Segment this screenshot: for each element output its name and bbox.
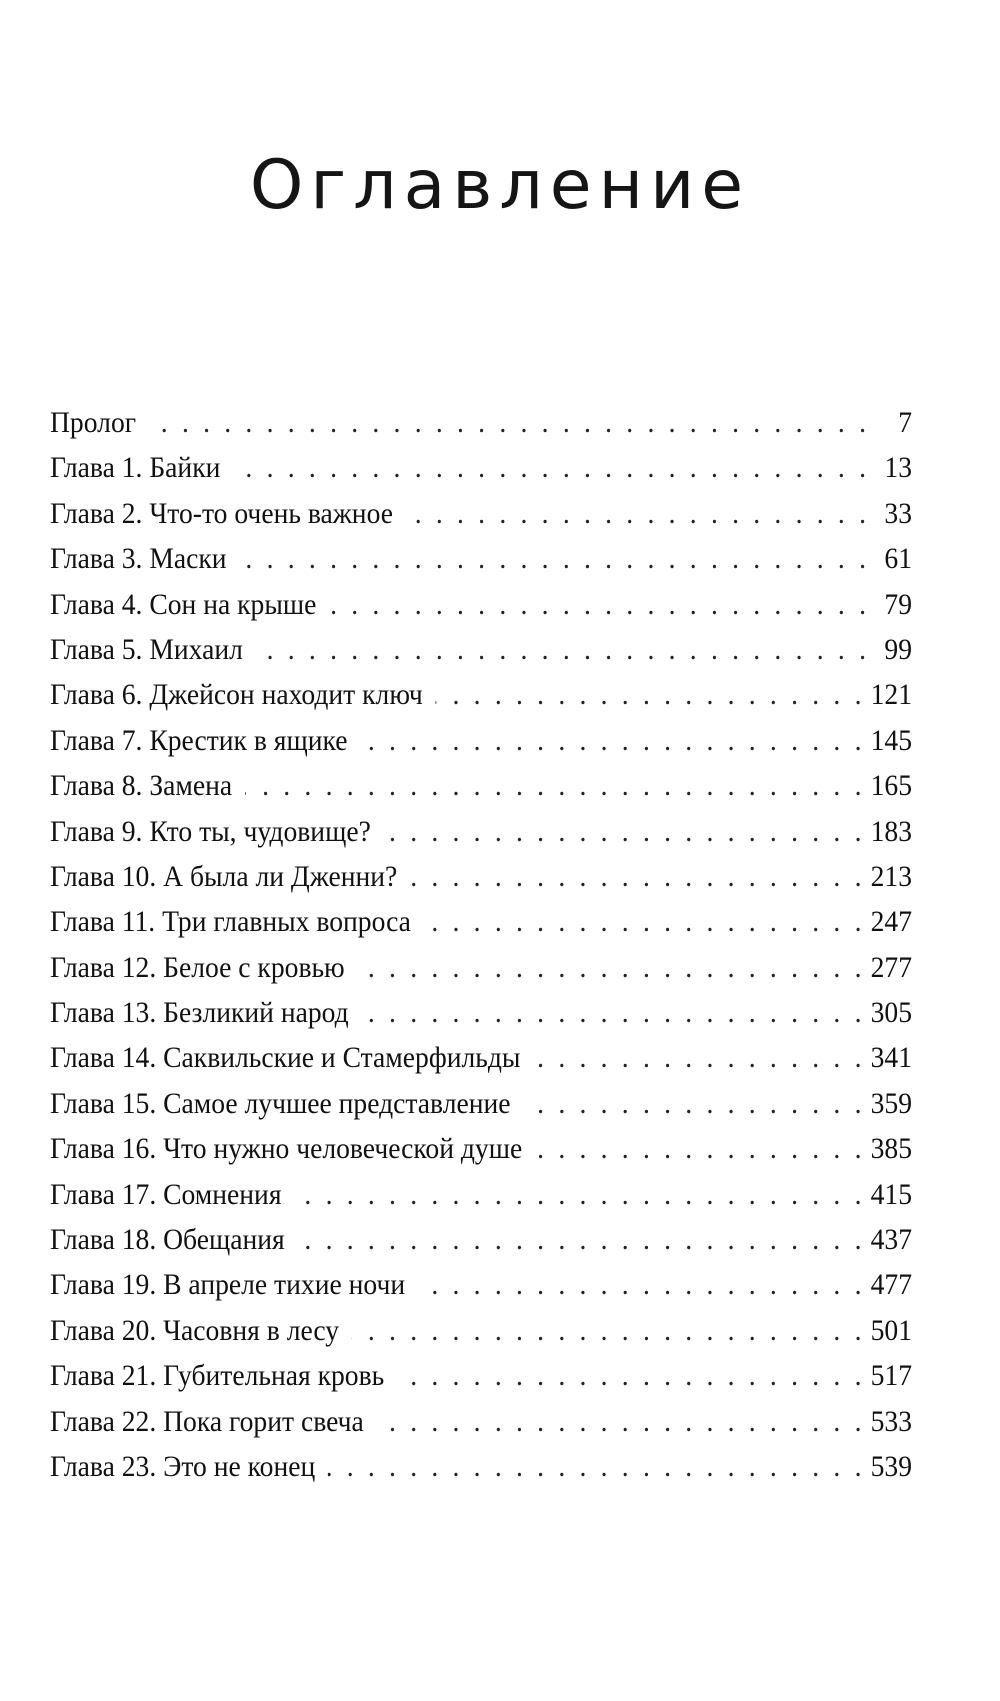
toc-entry	[50, 899, 912, 944]
dot-leader	[523, 1081, 865, 1126]
toc-entry-page: 533	[870, 1404, 913, 1438]
toc-entry-title: Глава 16. Что нужно человеческой душе	[50, 1132, 523, 1166]
toc-entry	[50, 1172, 912, 1217]
toc-entry-title: Глава 19. В апреле тихие ночи	[50, 1268, 406, 1302]
toc-entry	[50, 763, 912, 808]
toc-entry-page: 213	[870, 859, 913, 893]
toc-entry	[50, 1262, 912, 1307]
dot-leader	[245, 763, 865, 808]
toc-entry-page: 183	[870, 814, 913, 848]
toc-entry-title: Глава 12. Белое с кровью	[50, 950, 345, 984]
toc-entry-page: 61	[884, 542, 913, 576]
toc-entry-page: 145	[870, 723, 913, 757]
dot-leader	[424, 899, 865, 944]
toc-entry-title: Глава 5. Михаил	[50, 632, 243, 666]
dot-leader	[294, 1172, 865, 1217]
toc-entry-title: Глава 2. Что-то очень важное	[50, 496, 393, 530]
toc-entry-page: 277	[870, 950, 913, 984]
toc-entry-title: Глава 14. Саквильские и Стамерфильды	[50, 1041, 521, 1075]
toc-entry-title: Глава 8. Замена	[50, 769, 233, 803]
toc-entry-title: Пролог	[50, 406, 137, 439]
toc-entry	[50, 672, 912, 717]
toc-entry-title: Глава 10. А была ли Дженни?	[50, 859, 398, 893]
table-of-contents	[50, 400, 912, 1489]
toc-entry	[50, 1444, 912, 1489]
dot-leader	[535, 1126, 865, 1171]
toc-entry-page: 33	[884, 496, 913, 530]
toc-entry-page: 165	[870, 769, 913, 803]
toc-entry	[50, 582, 912, 627]
toc-entry-page: 341	[870, 1041, 913, 1075]
toc-entry-title: Глава 1. Байки	[50, 451, 221, 485]
toc-entry-page: 517	[870, 1359, 913, 1393]
toc-entry	[50, 1081, 912, 1126]
toc-entry	[50, 990, 912, 1035]
dot-leader	[410, 854, 865, 899]
toc-entry-title: Глава 4. Сон на крыше	[50, 587, 317, 621]
toc-entry	[50, 718, 912, 763]
dot-leader	[256, 627, 870, 672]
dot-leader	[406, 491, 870, 536]
toc-entry-page: 501	[870, 1313, 913, 1347]
dot-leader	[328, 1444, 865, 1489]
page-title: Оглавление	[249, 145, 751, 225]
toc-entry-page: 305	[870, 996, 913, 1030]
dot-leader	[233, 445, 869, 490]
dot-leader	[418, 1262, 865, 1307]
toc-entry	[50, 809, 912, 854]
dot-leader	[377, 1399, 865, 1444]
toc-entry	[50, 627, 912, 672]
toc-entry-page: 7	[898, 406, 913, 439]
dot-leader	[352, 1308, 865, 1353]
dot-leader	[533, 1035, 865, 1080]
toc-entry	[50, 1399, 912, 1444]
toc-entry-title: Глава 20. Часовня в лесу	[50, 1313, 340, 1347]
toc-entry-title: Глава 9. Кто ты, чудовище?	[50, 814, 371, 848]
toc-entry	[50, 1035, 912, 1080]
toc-entry	[50, 945, 912, 990]
toc-entry-page: 79	[884, 587, 913, 621]
toc-entry	[50, 1126, 912, 1171]
toc-entry	[50, 536, 912, 581]
toc-entry-title: Глава 15. Самое лучшее представление	[50, 1086, 511, 1120]
toc-entry-page: 247	[870, 905, 913, 939]
dot-leader	[149, 400, 870, 445]
toc-entry-title: Глава 13. Безликий народ	[50, 996, 349, 1030]
toc-entry-title: Глава 21. Губительная кровь	[50, 1359, 385, 1393]
dot-leader	[397, 1353, 865, 1398]
dot-leader	[360, 718, 865, 763]
toc-entry-page: 385	[870, 1132, 913, 1166]
toc-entry-title: Глава 22. Пока горит свеча	[50, 1404, 364, 1438]
toc-entry-page: 415	[870, 1177, 913, 1211]
dot-leader	[298, 1217, 865, 1262]
toc-entry	[50, 1353, 912, 1398]
dot-leader	[358, 945, 866, 990]
toc-entry-title: Глава 17. Сомнения	[50, 1177, 282, 1211]
toc-entry	[50, 400, 912, 445]
toc-entry	[50, 445, 912, 490]
toc-entry-page: 121	[870, 678, 913, 712]
toc-entry-title: Глава 6. Джейсон находит ключ	[50, 678, 423, 712]
toc-entry-page: 477	[870, 1268, 913, 1302]
toc-entry-page: 13	[884, 451, 913, 485]
toc-entry-title: Глава 11. Три главных вопроса	[50, 905, 411, 939]
dot-leader	[436, 672, 865, 717]
toc-entry	[50, 854, 912, 899]
toc-entry-page: 359	[870, 1086, 913, 1120]
dot-leader	[362, 990, 865, 1035]
toc-entry-page: 99	[884, 632, 913, 666]
toc-entry	[50, 491, 912, 536]
toc-entry-page: 437	[870, 1223, 913, 1257]
toc-entry-title: Глава 23. Это не конец	[50, 1449, 316, 1483]
dot-leader	[384, 809, 865, 854]
toc-entry-title: Глава 7. Крестик в ящике	[50, 723, 348, 757]
toc-entry-title: Глава 18. Обещания	[50, 1223, 285, 1257]
dot-leader	[329, 582, 869, 627]
toc-entry-title: Глава 3. Маски	[50, 542, 227, 576]
toc-entry	[50, 1308, 912, 1353]
toc-entry-page: 539	[870, 1449, 913, 1483]
toc-entry	[50, 1217, 912, 1262]
dot-leader	[239, 536, 869, 581]
